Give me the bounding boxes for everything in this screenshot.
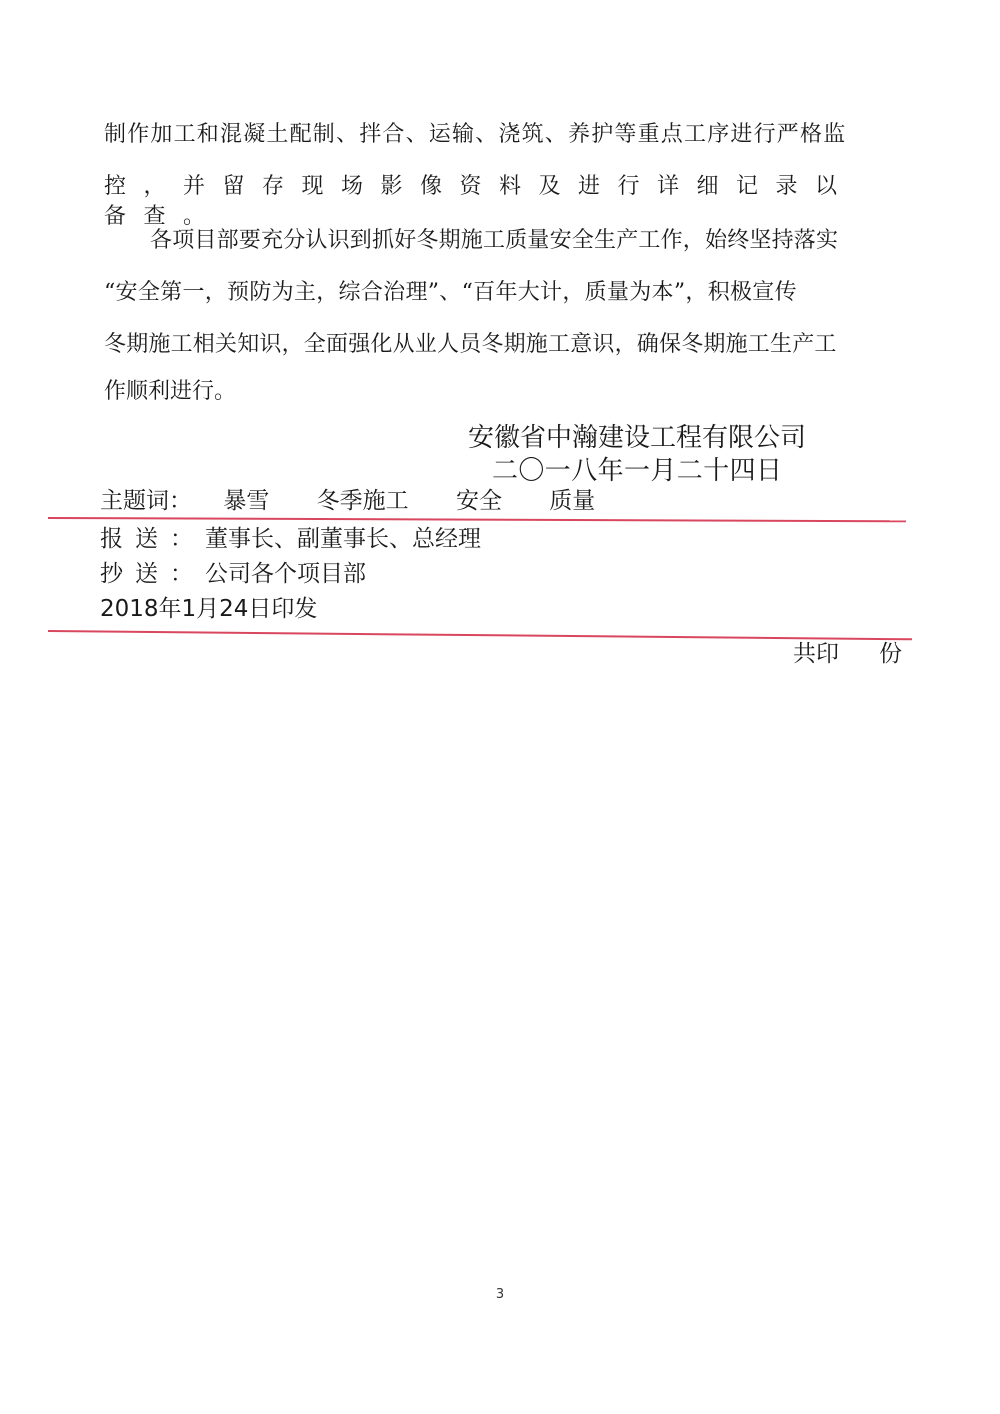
copies-suffix: 份	[879, 641, 902, 667]
keyword-item: 质量	[549, 488, 596, 514]
signature-date: 二〇一八年一月二十四日	[492, 456, 783, 486]
report-to-label: 报送：	[100, 526, 205, 552]
divider-rule-top	[48, 517, 906, 522]
page-number: 3	[495, 1287, 505, 1302]
report-to-value: 董事长、副董事长、总经理	[205, 526, 481, 552]
report-to-row	[100, 524, 481, 554]
paragraph-2-line-3: 冬期施工相关知识，全面强化从业人员冬期施工意识，确保冬期施工生产工	[104, 332, 837, 357]
paragraph-2-line-1: 各项目部要充分认识到抓好冬期施工质量安全生产工作，始终坚持落实	[150, 228, 839, 253]
issue-date: 2018年1月24日印发	[100, 596, 318, 622]
paragraph-1-line-1: 制作加工和混凝土配制、拌合、运输、浇筑、养护等重点工序进行严格监	[104, 122, 847, 147]
divider-rule-bottom	[48, 630, 912, 640]
keyword-item: 安全	[455, 488, 502, 514]
copy-to-label: 抄送：	[100, 561, 205, 587]
copy-to-value: 公司各个项目部	[205, 561, 366, 587]
signature-company: 安徽省中瀚建设工程有限公司	[468, 423, 807, 453]
paragraph-1-line-2: 控，并留存现场影像资料及进行详细记录以备查。	[104, 174, 855, 229]
keywords-row	[100, 486, 595, 516]
keyword-item: 冬季施工	[316, 488, 409, 514]
copies-prefix: 共印	[793, 641, 839, 667]
paragraph-2-line-4: 作顺利进行。	[104, 379, 237, 404]
paragraph-2-line-2: “安全第一，预防为主，综合治理”、“百年大计，质量为本”，积极宣传	[104, 280, 797, 305]
copies-count	[793, 639, 902, 669]
keyword-item: 暴雪	[223, 488, 270, 514]
keywords-label: 主题词：	[100, 488, 192, 514]
copy-to-row	[100, 559, 366, 589]
